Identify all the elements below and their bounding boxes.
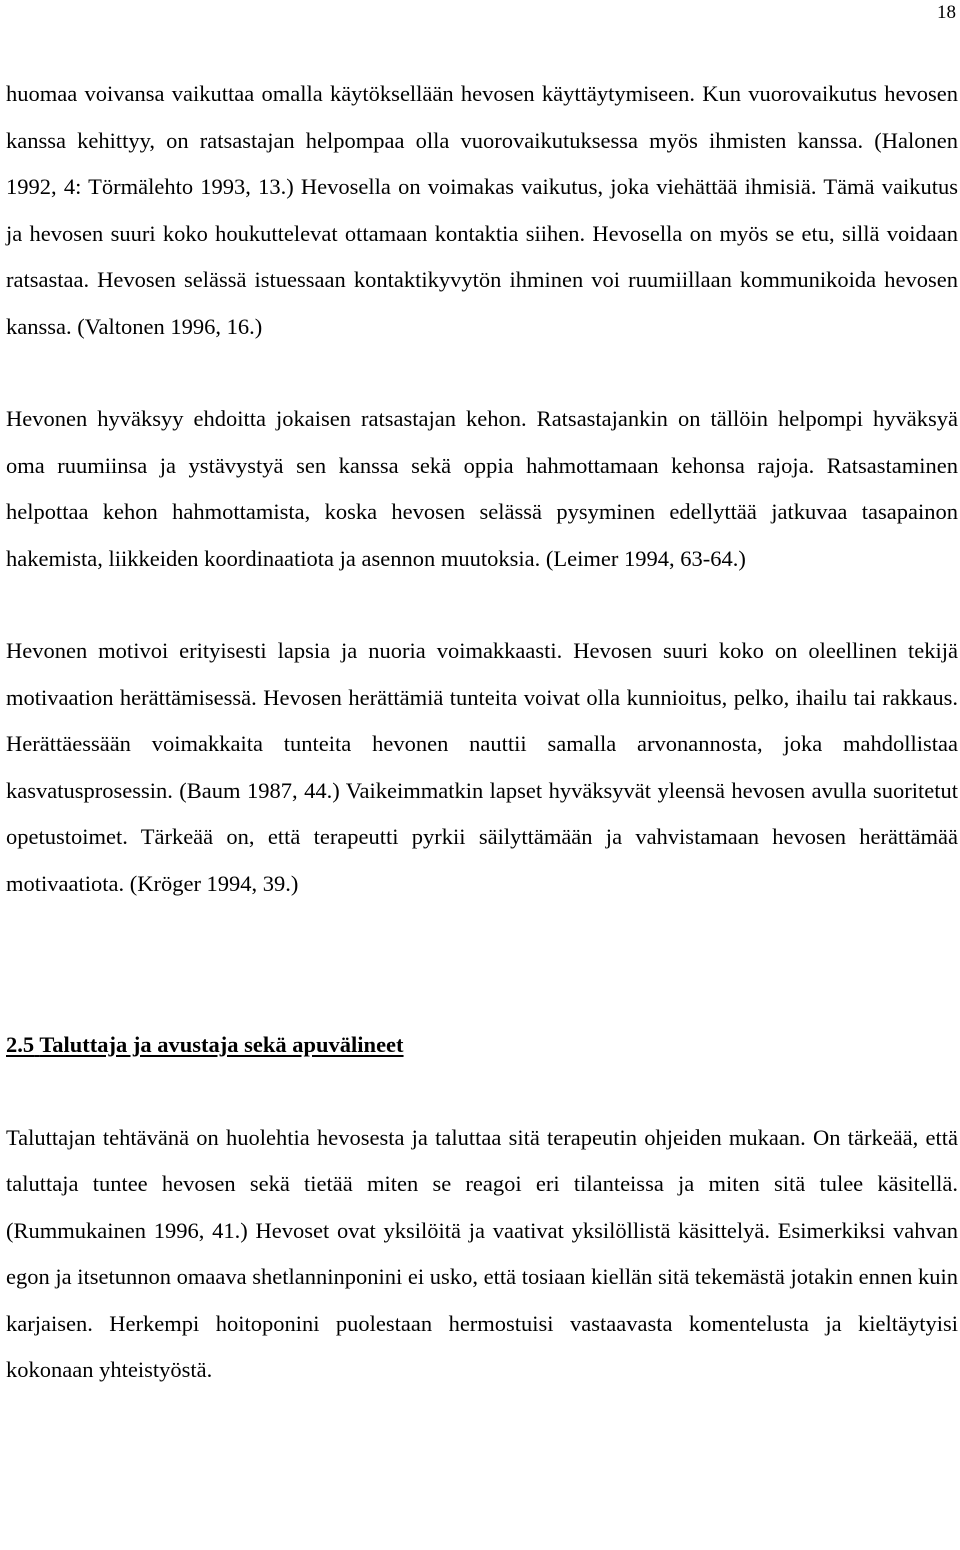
body-paragraph: Hevonen motivoi erityisesti lapsia ja nuoria voimakkaasti. Hevosen suuri koko on oleellinen tekijä motivaation herättämisessä. Hevosen herättämiä tunteita voivat olla kunnioitus, pelko, ihailu tai rakkaus. Herättäessään voimakkaita tunteita hevonen nauttii samalla arvonannosta, joka mahdollistaa kasvatusprosessin. (Baum 1987, 44.) Vaikeimmatkin lapset hyväksyvät yleensä hevosen avulla suoritetut opetustoimet. Tärkeää on, että terapeutti pyrkii säilyttämään ja vahvistamaan hevosen herättämää motivaatiota. (Kröger 1994, 39.)	[6, 638, 958, 896]
section-heading	[6, 1022, 958, 1069]
page-number: 18	[937, 2, 956, 23]
document-body	[6, 71, 958, 1394]
section-title: Taluttaja ja avustaja sekä apuvälineet	[39, 1032, 404, 1057]
section-number: 2.5	[6, 1032, 35, 1057]
body-paragraph: huomaa voivansa vaikuttaa omalla käytöksellään hevosen käyttäytymiseen. Kun vuorovaikutus hevosen kanssa kehittyy, on ratsastajan helpompaa olla vuorovaikutuksessa myös ihmisten kanssa. (Halonen 1992, 4: Törmälehto 1993, 13.) Hevosella on voimakas vaikutus, joka viehättää ihmisiä. Tämä vaikutus ja hevosen suuri koko houkuttelevat ottamaan kontaktia siihen. Hevosella on myös se etu, sillä voidaan ratsastaa. Hevosen selässä istuessaan kontaktikyvytön ihminen voi ruumiillaan kommunikoida hevosen kanssa. (Valtonen 1996, 16.)	[6, 81, 958, 339]
body-paragraph: Taluttajan tehtävänä on huolehtia hevosesta ja taluttaa sitä terapeutin ohjeiden mukaan. On tärkeää, että taluttaja tuntee hevosen sekä tietää miten se reagoi eri tilanteissa ja miten sitä tulee käsitellä. (Rummukainen 1996, 41.) Hevoset ovat yksilöitä ja vaativat yksilöllistä käsittelyä. Esimerkiksi vahvan egon ja itsetunnon omaava shetlanninponini ei usko, että tosiaan kiellän sitä tekemästä jotakin ennen kuin karjaisen. Herkempi hoitoponini puolestaan hermostuisi vastaavasta komentelusta ja kieltäytyisi kokonaan yhteistyöstä.	[6, 1124, 958, 1382]
body-paragraph: Hevonen hyväksyy ehdoitta jokaisen ratsastajan kehon. Ratsastajankin on tällöin helpompi hyväksyä oma ruumiinsa ja ystävystyä sen kanssa sekä oppia hahmottamaan kehonsa rajoja. Ratsastaminen helpottaa kehon hahmottamista, koska hevosen selässä pysyminen edellyttää jatkuvaa tasapainon hakemista, liikkeiden koordinaatiota ja asennon muutoksia. (Leimer 1994, 63-64.)	[6, 406, 958, 571]
